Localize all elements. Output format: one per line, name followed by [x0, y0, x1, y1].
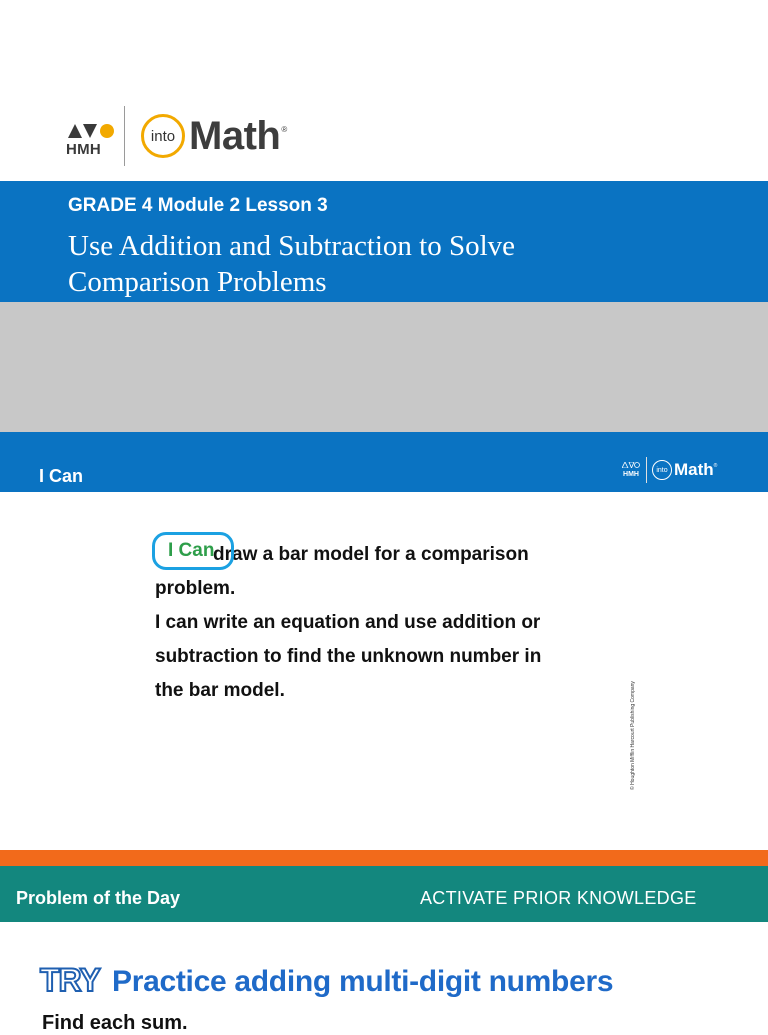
small-math-wordmark: Math — [674, 460, 714, 479]
gray-band — [0, 302, 768, 432]
hmh-shapes-icon — [68, 124, 114, 138]
lesson-title-line-2: Comparison Problems — [68, 266, 327, 298]
ican-line-5: the bar model. — [155, 680, 285, 701]
into-text: into — [150, 127, 176, 145]
try-badge-text: TRY — [40, 962, 100, 998]
orange-accent-bar — [0, 850, 768, 866]
activate-prior-knowledge-label: ACTIVATE PRIOR KNOWLEDGE — [420, 888, 697, 908]
logo-divider — [124, 106, 125, 166]
math-wordmark: Math — [189, 113, 281, 158]
into-circle — [141, 114, 185, 158]
hmh-text: HMH — [66, 141, 102, 158]
small-into-text: into — [656, 466, 668, 474]
ican-line-3: I can write an equation and use addition or — [155, 612, 541, 633]
hmh-logo — [66, 112, 114, 160]
copyright-notice: © Houghton Mifflin Harcourt Publishing Company — [630, 681, 636, 790]
try-heading-text: Practice adding multi-digit numbers — [112, 965, 614, 998]
partial-instruction-text: Find each sum. — [42, 1012, 188, 1034]
small-logo-divider — [646, 457, 647, 483]
ican-heading: I Can — [39, 466, 84, 486]
ican-badge-text: I Can — [168, 540, 215, 561]
small-hmh-text: HMH — [623, 470, 639, 478]
ican-line-4: subtraction to find the unknown number in — [155, 646, 542, 667]
registered-mark: ® — [281, 124, 288, 134]
lesson-title — [68, 228, 708, 300]
lesson-title-line-1: Use Addition and Subtraction to Solve — [68, 230, 516, 262]
hmh-into-math-logo — [66, 104, 287, 168]
ican-line-1-rest: draw a bar model for a comparison — [213, 544, 529, 565]
small-registered-mark: ® — [713, 463, 718, 469]
grade-module-lesson: GRADE 4 Module 2 Lesson 3 — [68, 195, 328, 216]
small-into-math-logo — [621, 456, 717, 484]
try-heading — [40, 960, 613, 1004]
problem-of-the-day-heading: Problem of the Day — [16, 888, 181, 908]
ican-line-2: problem. — [155, 578, 236, 599]
small-hmh-shapes-icon — [622, 462, 640, 468]
small-hmh-logo — [621, 462, 641, 479]
small-into-circle — [652, 460, 672, 480]
try-badge — [40, 962, 104, 1002]
